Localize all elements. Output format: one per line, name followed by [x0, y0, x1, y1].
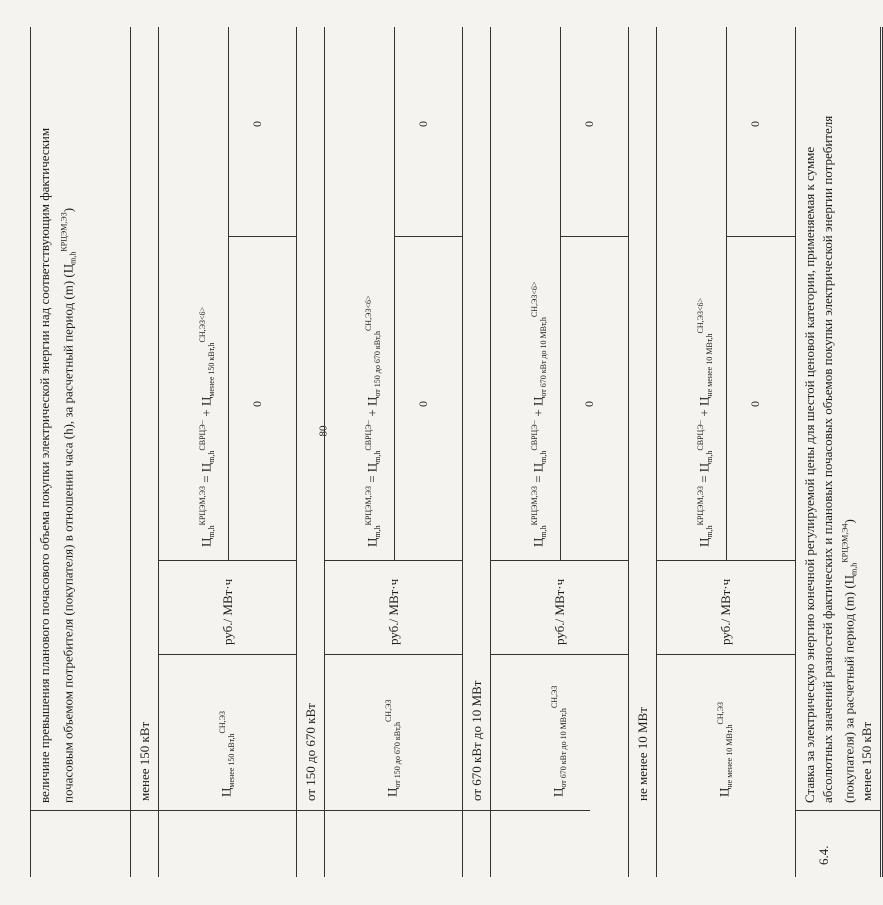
unit-label: руб./ МВт·ч — [386, 578, 401, 645]
value-divider — [228, 236, 297, 237]
value-divider — [560, 236, 629, 237]
subsection-label-row — [130, 27, 159, 877]
cell-divider — [657, 654, 795, 655]
section2-heading-line2: абсолютных значений разностей фактических и плановых почасовых объемов покупки электрической энергии потребителя — [820, 115, 835, 803]
section2-number: 6.4. — [816, 845, 831, 865]
tariff-value-1: 0 — [416, 401, 430, 407]
value-row-divider — [228, 27, 229, 561]
tariff-value-2: 0 — [416, 121, 430, 127]
tariff-value-1: 0 — [748, 401, 762, 407]
section2-heading-line3: (покупателя) за расчетный период (m) $(Ц_{m,h}^{КРЦЭМ,Э4})$ — [841, 519, 859, 803]
subsection-label-row — [296, 27, 325, 877]
unit-label: руб./ МВт·ч — [718, 578, 733, 645]
tariff-formula: $Ц_{m,h}^{КРЦЭМ,ЭЗ} = Ц_{m,h}^{СВРЦЭ-} + Ц_{от 670 кВт до 10 МВт,h}^{СН,ЭЗ<6>}$ — [530, 281, 548, 547]
section2-number-divider — [796, 810, 881, 811]
tariff-formula: $Ц_{m,h}^{КРЦЭМ,ЭЗ} = Ц_{m,h}^{СВРЦЭ-} + Ц_{не менее 10 МВт,h}^{СН,ЭЗ<6>}$ — [696, 297, 714, 547]
section2-first-label: менее 150 кВт — [859, 721, 874, 801]
tariff-value-2: 0 — [582, 121, 596, 127]
tariff-value-2: 0 — [748, 121, 762, 127]
value-divider — [394, 236, 463, 237]
unit-label: руб./ МВт·ч — [220, 578, 235, 645]
section1-heading-row — [30, 27, 131, 877]
tariff-value-1: 0 — [250, 401, 264, 407]
subsection-label: от 150 до 670 кВт — [303, 703, 318, 801]
unit-label: руб./ МВт·ч — [552, 578, 567, 645]
subsection-label: менее 150 кВт — [137, 721, 152, 801]
value-divider — [726, 236, 795, 237]
subsection-body-row — [656, 27, 795, 877]
variable-symbol: $Ц_{не менее 10 МВт,h}^{СН,ЭЗ}$ — [716, 701, 734, 797]
variable-symbol: $Ц_{от 150 до 670 кВт,h}^{СН,ЭЗ}$ — [384, 699, 402, 797]
value-row-divider — [560, 27, 561, 561]
value-row-divider — [726, 27, 727, 561]
variable-symbol: $Ц_{менее 150 кВт,h}^{СН,ЭЗ}$ — [218, 710, 236, 797]
tariff-value-1: 0 — [582, 401, 596, 407]
subsection-label: от 670 кВт до 10 МВт — [469, 680, 484, 801]
subsection-body-row — [324, 27, 463, 877]
tariff-value-2: 0 — [250, 121, 264, 127]
subsection-label-row — [628, 27, 657, 877]
section2-heading-line1: Ставка за электрическую энергию конечной регулируемой цены для шестой ценовой категории, применяемая к сумме — [802, 146, 817, 803]
cell-divider — [491, 654, 629, 655]
cell-divider — [159, 654, 297, 655]
tariff-formula: $Ц_{m,h}^{КРЦЭМ,ЭЗ} = Ц_{m,h}^{СВРЦЭ-} + Ц_{от 150 до 670 кВт,h}^{СН,ЭЗ<6>}$ — [364, 295, 382, 547]
subsection-body-row — [490, 27, 629, 877]
tariff-table — [30, 27, 874, 877]
subsection-label-row — [462, 27, 491, 877]
value-row-divider — [394, 27, 395, 561]
cell-divider — [325, 654, 463, 655]
section1-heading-line1: величине превышения планового почасового объема покупки электрической энергии над соответствующим фактическим — [37, 127, 52, 803]
variable-symbol: $Ц_{от 670 кВт до 10 МВт,h}^{СН,ЭЗ}$ — [550, 685, 568, 797]
page-number: 80 — [317, 425, 330, 437]
subsection-body-row — [158, 27, 297, 877]
subsection-label: не менее 10 МВт — [635, 707, 650, 801]
section1-heading-line2: почасовым объемом потребителя (покупателя) в отношении часа (h), за расчетный период (m) $(Ц_{m,h}^{КРЦЭМ,ЭЗ})$ — [60, 207, 78, 803]
tariff-formula: $Ц_{m,h}^{КРЦЭМ,ЭЗ} = Ц_{m,h}^{СВРЦЭ-} + Ц_{менее 150 кВт,h}^{СН,ЭЗ<6>}$ — [198, 306, 216, 547]
